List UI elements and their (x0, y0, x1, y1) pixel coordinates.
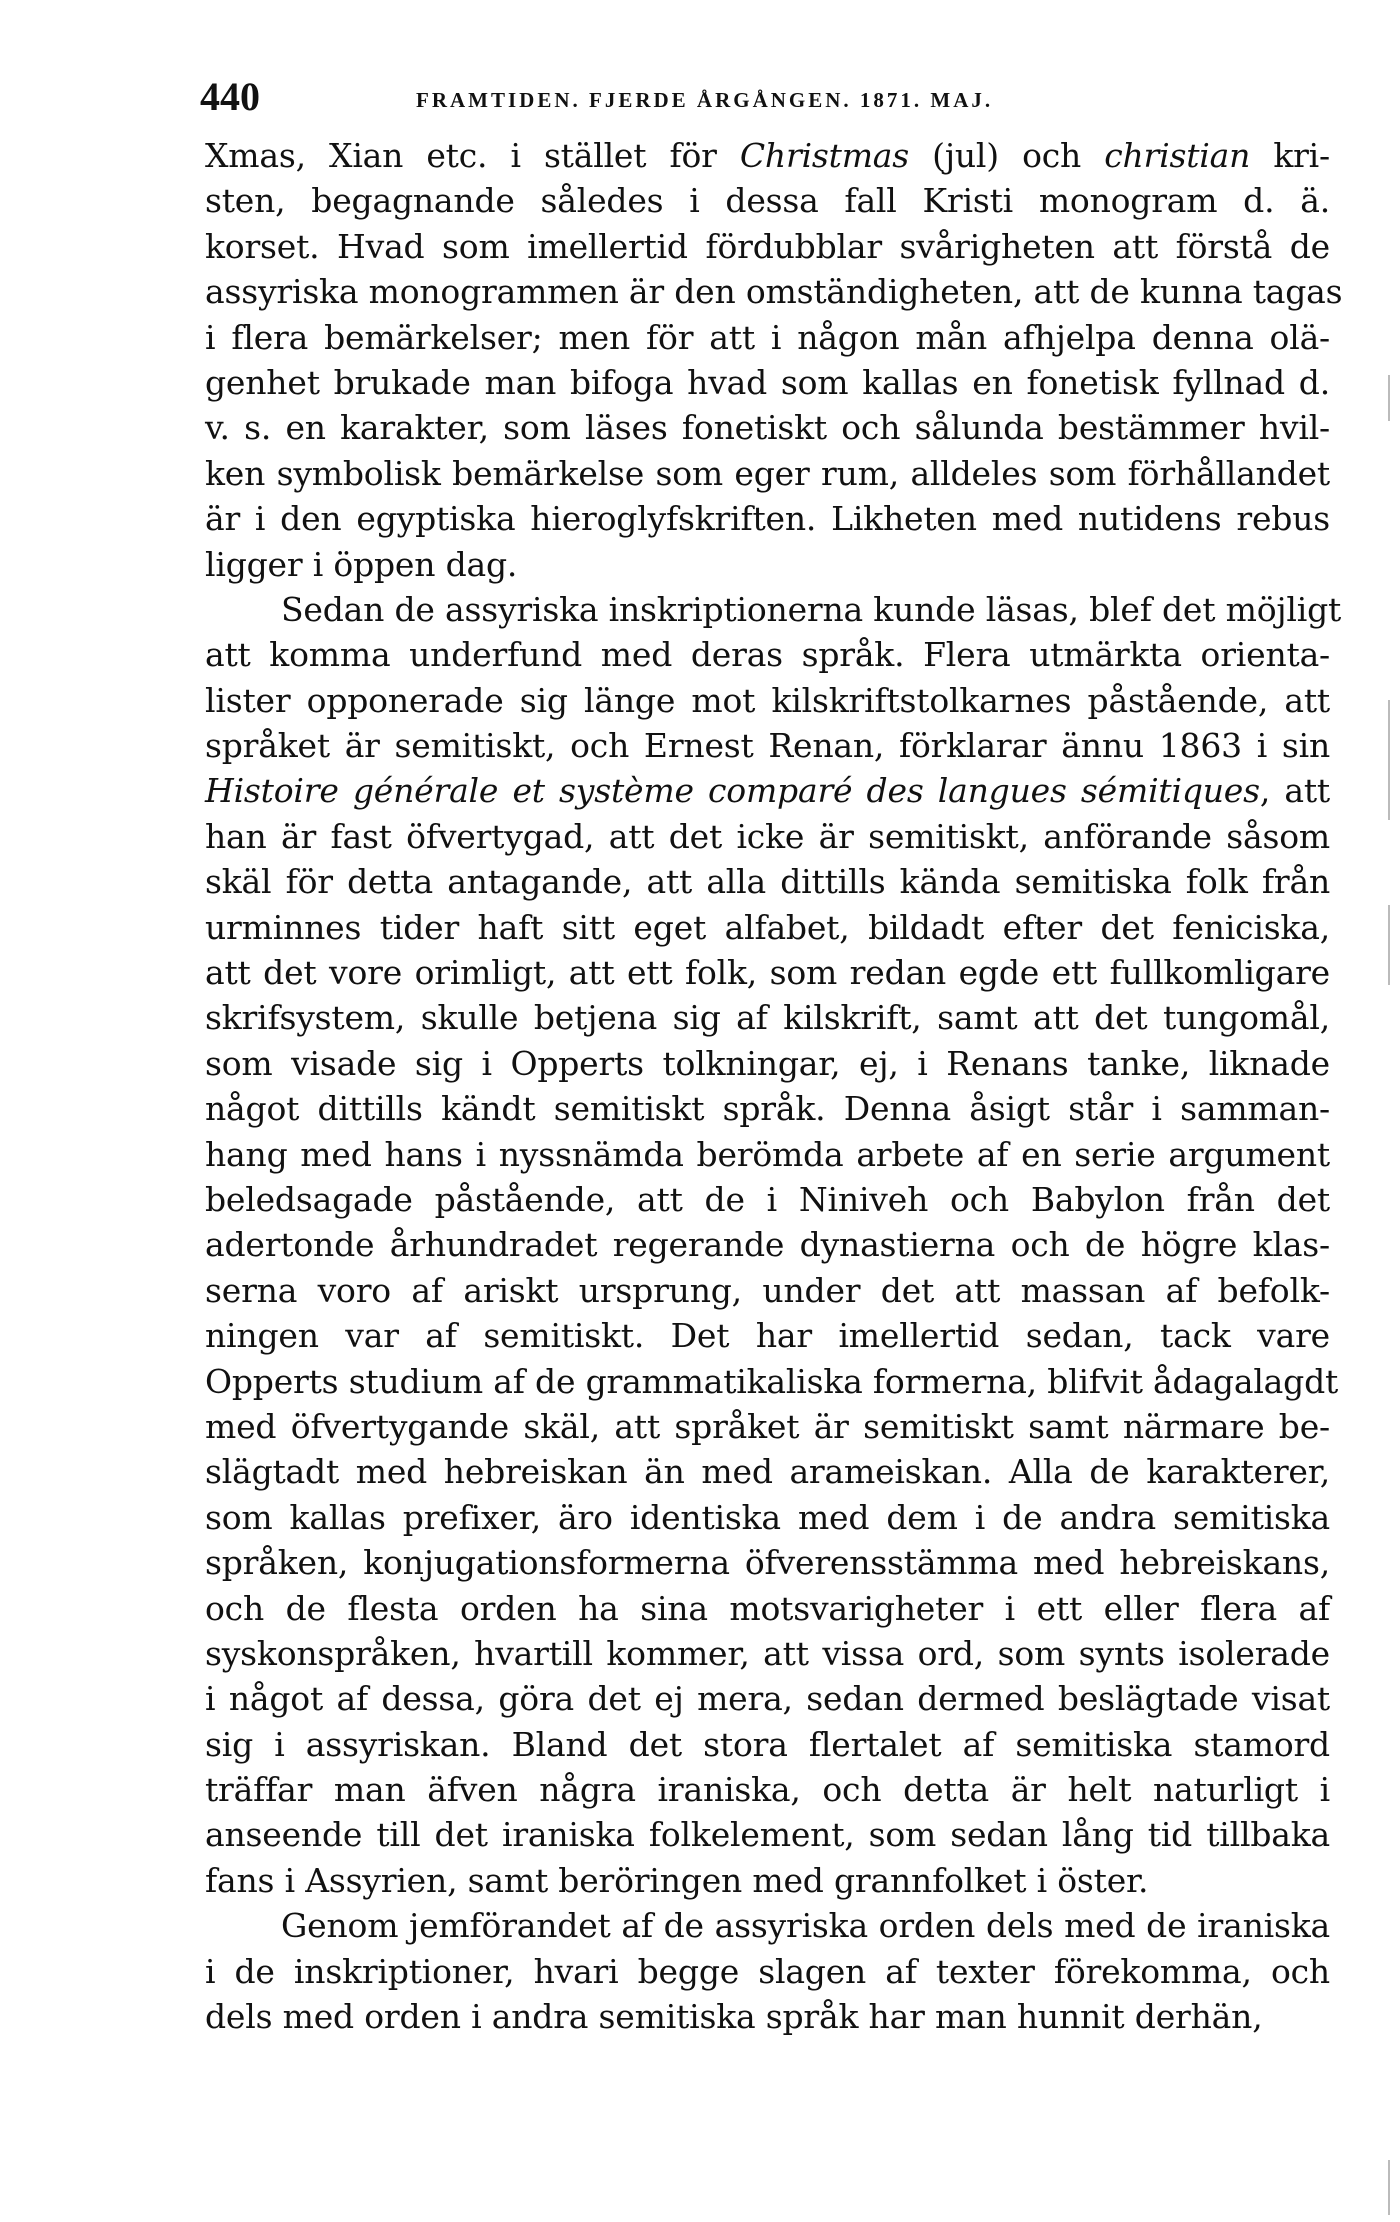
text-line: Histoire générale et système comparé des langues sémitiques, att (205, 771, 1330, 811)
text-line: sten, begagnande således i dessa fall Kristi monogram d. ä. (205, 181, 1330, 221)
running-head (200, 72, 1330, 122)
text-line: syskonspråken, hvartill kommer, att vissa ord, som synts isolerade (205, 1633, 1330, 1673)
text-line: som visade sig i Opperts tolkningar, ej, i Renans tanke, liknade (205, 1043, 1330, 1083)
text-line: Opperts studium af de grammatikaliska formerna, blifvit ådagalagdt (205, 1361, 1339, 1401)
text-line: och de flesta orden ha sina motsvarigheter i ett eller flera af (205, 1588, 1330, 1628)
text-line: språken, konjugationsformerna öfverensstämma med hebreiskans, (205, 1543, 1330, 1583)
text-line: ligger i öppen dag. (205, 544, 518, 584)
text-line: Sedan de assyriska inskriptionerna kunde läsas, blef det möjligt (281, 589, 1342, 629)
text-line: träffar man äfven några iraniska, och detta är helt naturligt i (205, 1770, 1330, 1810)
text-line: serna voro af ariskt ursprung, under det att massan af befolk- (205, 1270, 1330, 1310)
text-line: v. s. en karakter, som läses fonetiskt och sålunda bestämmer hvil- (205, 408, 1330, 448)
text-line: dels med orden i andra semitiska språk har man hunnit derhän, (205, 1997, 1263, 2037)
text-line: Genom jemförandet af de assyriska orden dels med de iraniska (281, 1906, 1330, 1946)
text-line: i de inskriptioner, hvari begge slagen af texter förekomma, och (205, 1951, 1330, 1991)
text-line: i flera bemärkelser; men för att i någon mån afhjelpa denna olä- (205, 317, 1330, 357)
text-line: genhet brukade man bifoga hvad som kallas en fonetisk fyllnad d. (205, 362, 1330, 402)
text-line: anseende till det iraniska folkelement, som sedan lång tid tillbaka (205, 1815, 1330, 1855)
text-line: hang med hans i nyssnämda berömda arbete af en serie argument (205, 1134, 1330, 1174)
text-line: sig i assyriskan. Bland det stora flertalet af semitiska stamord (205, 1724, 1330, 1764)
text-line: lister opponerade sig länge mot kilskriftstolkarnes påstående, att (205, 680, 1330, 720)
text-line: något dittills kändt semitiskt språk. Denna åsigt står i samman- (205, 1089, 1330, 1129)
paragraph (205, 587, 1342, 1903)
text-line: Xmas, Xian etc. i stället för Christmas (jul) och christian kri- (205, 136, 1330, 175)
text-line: fans i Assyrien, samt beröringen med grannfolket i öster. (205, 1860, 1149, 1900)
text-line: att det vore orimligt, att ett folk, som redan egde ett fullkomligare (205, 953, 1330, 993)
scan-edge-mark (1388, 2160, 1390, 2215)
text-line: ken symbolisk bemärkelse som eger rum, alldeles som förhållandet (205, 453, 1330, 493)
text-line: korset. Hvad som imellertid fördubblar svårigheten att förstå de (205, 226, 1330, 266)
text-line: språket är semitiskt, och Ernest Renan, förklarar ännu 1863 i sin (205, 726, 1330, 766)
scan-edge-mark (1388, 905, 1390, 985)
text-line: i något af dessa, göra det ej mera, sedan dermed beslägtade visat (205, 1679, 1330, 1719)
text-line: assyriska monogrammen är den omständigheten, att de kunna tagas (205, 272, 1343, 312)
page-number: 440 (200, 74, 260, 119)
text-line: skrifsystem, skulle betjena sig af kilskrift, samt att det tungomål, (205, 998, 1330, 1038)
text-line: adertonde århundradet regerande dynastierna och de högre klas- (205, 1225, 1330, 1265)
text-line: att komma underfund med deras språk. Flera utmärkta orienta- (205, 635, 1330, 675)
scan-edge-mark (1388, 375, 1390, 421)
paragraph (205, 133, 1343, 587)
text-line: slägtadt med hebreiskan än med arameiskan. Alla de karakterer, (205, 1452, 1330, 1492)
text-line: beledsagade påstående, att de i Niniveh och Babylon från det (205, 1179, 1330, 1219)
body-text (205, 133, 1343, 2039)
running-title: FRAMTIDEN. FJERDE ÅRGÅNGEN. 1871. MAJ. (416, 88, 994, 112)
text-line: som kallas prefixer, äro identiska med dem i de andra semitiska (205, 1497, 1330, 1537)
text-line: han är fast öfvertygad, att det icke är semitiskt, anförande såsom (205, 816, 1330, 856)
text-line: urminnes tider haft sitt eget alfabet, bildadt efter det feniciska, (205, 907, 1330, 947)
scan-edge-mark (1388, 700, 1390, 820)
text-line: skäl för detta antagande, att alla dittills kända semitiska folk från (205, 862, 1330, 902)
paragraph (205, 1903, 1330, 2039)
text-line: är i den egyptiska hieroglyfskriften. Likheten med nutidens rebus (205, 499, 1330, 539)
text-line: ningen var af semitiskt. Det har imellertid sedan, tack vare (205, 1316, 1330, 1356)
text-line: med öfvertygande skäl, att språket är semitiskt samt närmare be- (205, 1406, 1330, 1446)
